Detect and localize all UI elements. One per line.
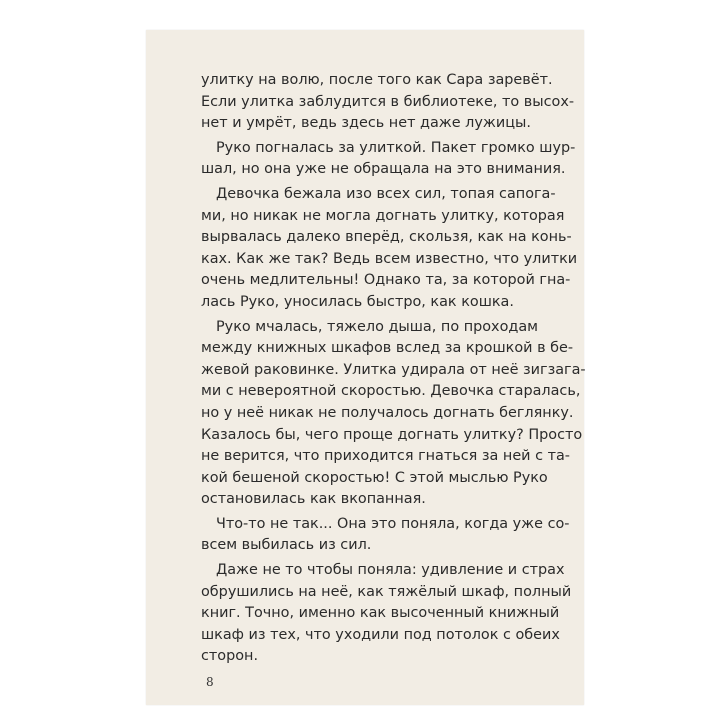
text-line: Если улитка заблудится в библиотеке, то высох- <box>201 93 575 110</box>
text-line: жевой раковинке. Улитка удирала от неё зигзага- <box>201 361 586 378</box>
text-line: обрушились на неё, как тяжёлый шкаф, полный <box>201 583 572 600</box>
text-line: ках. Как же так? Ведь всем известно, что улитки <box>201 250 578 267</box>
text-line: но у неё никак не получалось догнать беглянку. <box>201 404 574 421</box>
text-line: книг. Точно, именно как высоченный книжный <box>201 605 560 622</box>
text-line: Даже не то чтобы поняла: удивление и страх <box>216 562 565 579</box>
text-line: сторон. <box>201 648 259 665</box>
text-line: Что-то не так... Она это поняла, когда уже со- <box>216 515 570 532</box>
text-line: Руко мчалась, тяжело дыша, по проходам <box>216 318 538 335</box>
page-number: 8 <box>206 675 214 689</box>
text-line: ми, но никак не могла догнать улитку, которая <box>201 207 565 224</box>
text-line: шал, но она уже не обращала на это внимания. <box>201 161 566 178</box>
text-line: всем выбилась из сил. <box>201 537 372 554</box>
text-line: улитку на волю, после того как Сара заревёт. <box>201 72 553 88</box>
text-line: очень медлительны! Однако та, за которой гна- <box>201 272 571 289</box>
text-line: Руко погналась за улиткой. Пакет громко шур- <box>216 139 576 156</box>
text-line: ми с невероятной скоростью. Девочка старалась, <box>201 383 581 400</box>
text-line: нет и умрёт, ведь здесь нет даже лужицы. <box>201 115 531 132</box>
text-line: шкаф из тех, что уходили под потолок с обеих <box>201 626 560 643</box>
text-line: Казалось бы, чего проще догнать улитку? Просто <box>201 426 583 443</box>
text-line: остановилась как вкопанная. <box>201 491 426 508</box>
text-line: не верится, что приходится гнаться за ней с та- <box>201 448 570 465</box>
text-line: лась Руко, уносилась быстро, как кошка. <box>201 293 514 310</box>
text-line: между книжных шкафов вслед за крошкой в бе- <box>201 340 574 357</box>
page-body-text <box>201 70 586 668</box>
text-line: кой бешеной скоростью! С этой мыслью Руко <box>201 469 548 486</box>
book-page <box>146 30 584 705</box>
text-line: вырвалась далеко вперёд, скользя, как на конь- <box>201 229 572 246</box>
text-line: Девочка бежала изо всех сил, топая сапога- <box>216 185 556 202</box>
